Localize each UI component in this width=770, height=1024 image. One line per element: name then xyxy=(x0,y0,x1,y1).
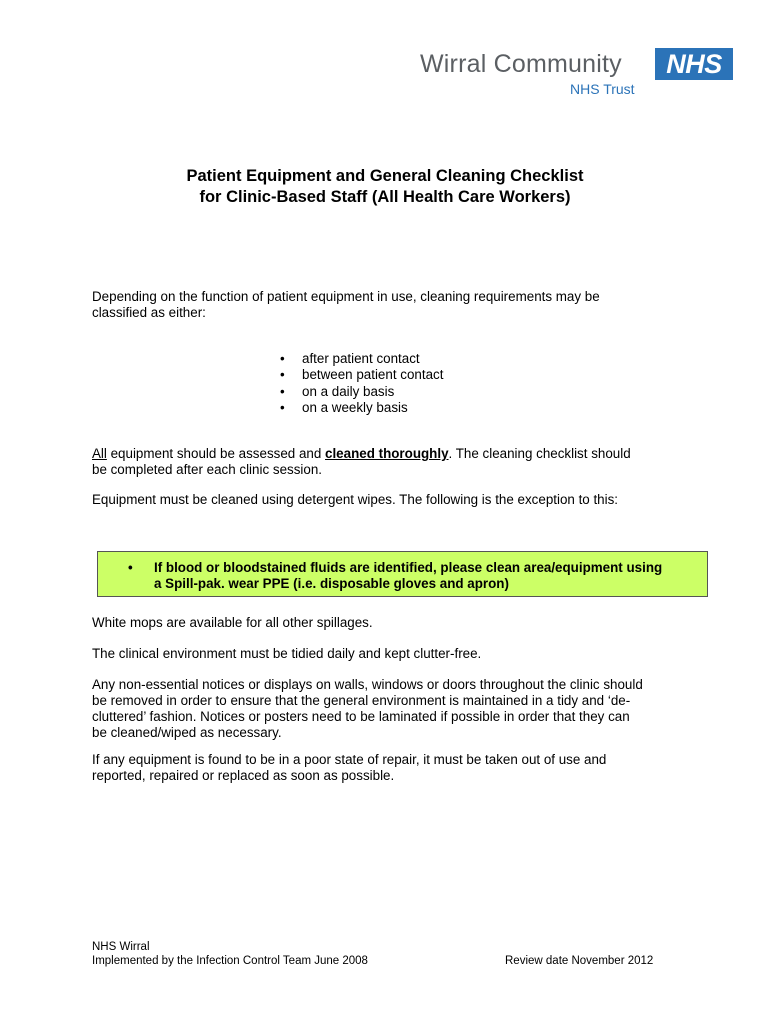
nhs-logo xyxy=(420,46,740,100)
bullet-icon: • xyxy=(128,560,133,575)
repair-paragraph: If any equipment is found to be in a poor state of repair, it must be taken out of use and reported, repaired or replaced as soon as possible. xyxy=(92,752,607,783)
logo-org-name: Wirral Community xyxy=(420,50,622,78)
footer-left xyxy=(92,940,368,968)
intro-line-2: classified as either: xyxy=(92,305,206,320)
list-item: • on a daily basis xyxy=(280,383,395,399)
nhs-badge: NHS xyxy=(655,48,733,80)
assessment-paragraph: All equipment should be assessed and cleaned thoroughly. The cleaning checklist should be completed after each clinic session. xyxy=(92,446,631,477)
bullet-icon: • xyxy=(280,383,285,399)
all-underlined: All xyxy=(92,446,107,461)
list-item: • after patient contact xyxy=(280,351,420,366)
footer-org: NHS Wirral xyxy=(92,941,150,953)
callout-line-2: a Spill-pak. wear PPE (i.e. disposable gloves and apron) xyxy=(154,576,509,591)
bullet-icon: • xyxy=(280,399,285,415)
bullet-icon: • xyxy=(280,351,285,366)
bullet-icon: • xyxy=(280,367,285,383)
intro-line-1: Depending on the function of patient equipment in use, cleaning requirements may be xyxy=(92,289,600,304)
spillage-exception-callout xyxy=(97,551,708,597)
footer-implemented: Implemented by the Infection Control Team June 2008 xyxy=(92,955,368,967)
footer-review-date: Review date November 2012 xyxy=(505,955,654,967)
cleaning-frequency-list xyxy=(280,351,443,416)
title-line-2: for Clinic-Based Staff (All Health Care Workers) xyxy=(199,188,571,206)
logo-trust-label: NHS Trust xyxy=(570,81,635,97)
callout-line-1: If blood or bloodstained fluids are identified, please clean area/equipment using xyxy=(154,560,663,575)
tidied-paragraph: The clinical environment must be tidied daily and kept clutter-free. xyxy=(92,646,482,661)
title-line-1: Patient Equipment and General Cleaning Checklist xyxy=(186,167,584,185)
list-item: • on a weekly basis xyxy=(280,399,408,415)
intro-paragraph xyxy=(92,289,692,321)
list-item: • between patient contact xyxy=(280,367,444,383)
document-title xyxy=(0,166,770,208)
exception-intro: Equipment must be cleaned using detergent wipes. The following is the exception to this: xyxy=(92,492,619,507)
mops-paragraph: White mops are available for all other spillages. xyxy=(92,615,373,630)
cleaned-thoroughly-emphasis: cleaned thoroughly xyxy=(325,446,449,461)
notices-paragraph: Any non-essential notices or displays on walls, windows or doors throughout the clinic should be removed in order to ensure that the general environment is maintained in a tidy and ‘de- cluttered’ fashion. Notices or posters need to be laminated if possible in order that they can be cleaned/wiped as necessary. xyxy=(92,677,643,740)
